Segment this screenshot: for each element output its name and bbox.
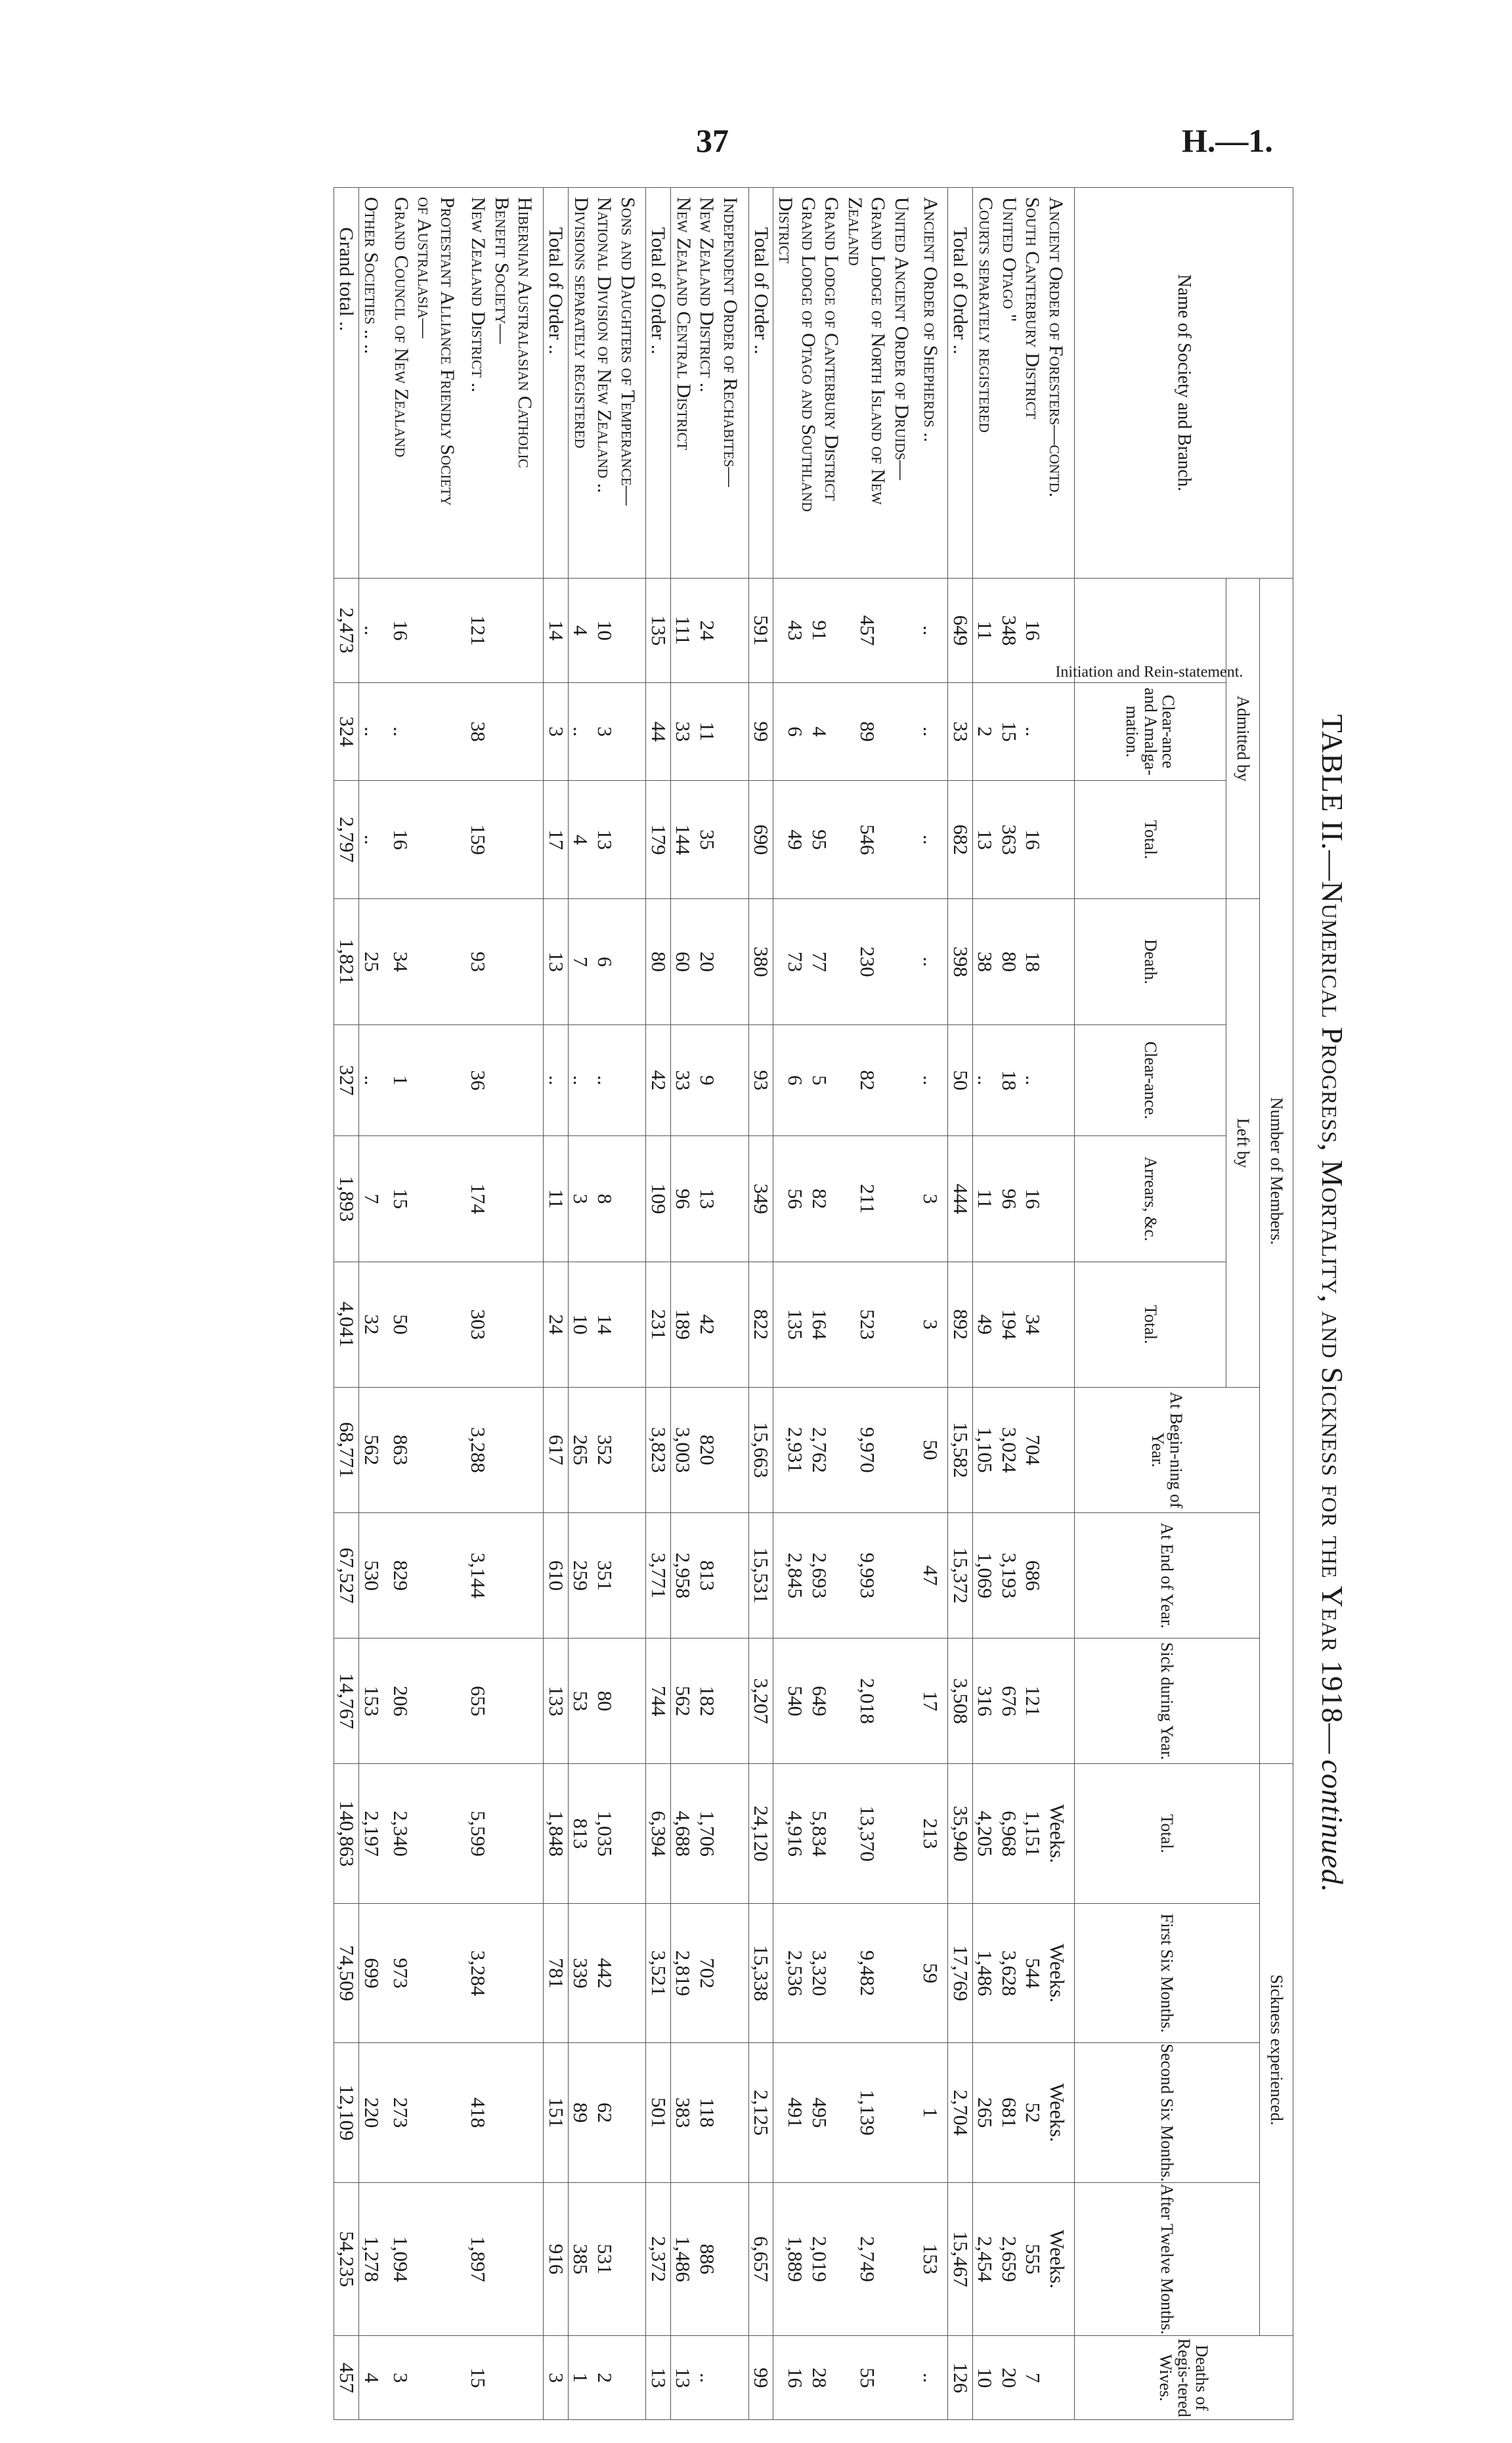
- cell: 121: [465, 578, 543, 682]
- cell: 352 265: [568, 1387, 646, 1512]
- cell: 501: [646, 2043, 671, 2182]
- cell: 13 96: [670, 1136, 748, 1262]
- cell: 99: [748, 683, 773, 781]
- cell: 47: [918, 1512, 948, 1638]
- row-name: Hibernian Australasian Catholic Benefit Society— New Zealand District ..: [465, 188, 543, 579]
- cell: 3,508: [948, 1639, 973, 1764]
- cell: ..: [543, 1024, 568, 1136]
- cell: 220: [358, 2043, 388, 2182]
- table-row-total: [948, 188, 973, 2420]
- cell: 179: [646, 780, 671, 899]
- table-row: [972, 188, 1074, 2420]
- cell: 886 1,486: [670, 2182, 748, 2336]
- cell: 8 3: [568, 1136, 646, 1262]
- statistics-table: [334, 187, 1293, 2420]
- row-name: Sons and Daughters of Temperance— National Division of New Zealand .. Divisions separately registered: [568, 188, 646, 579]
- cell: 14 10: [568, 1262, 646, 1387]
- cell: 2,473: [334, 578, 359, 682]
- row-name: Total of Order ..: [543, 188, 568, 579]
- cell: ..: [918, 683, 948, 781]
- cell: 3,284: [465, 1903, 543, 2042]
- row-name: Independent Order of Rechabites— New Zealand District .. New Zealand Central District: [670, 188, 748, 579]
- cell: 206: [389, 1639, 466, 1764]
- cell: 457 91 43: [773, 578, 918, 682]
- cell: 16: [389, 780, 466, 899]
- cell: 34: [389, 899, 466, 1024]
- cell: 2 1: [568, 2336, 646, 2420]
- cell: 211 82 56: [773, 1136, 918, 1262]
- table-row: [568, 188, 646, 2420]
- cell: 7: [358, 1136, 388, 1262]
- row-name: Grand total ..: [334, 188, 359, 579]
- cell: 93: [748, 1024, 773, 1136]
- cell: 24,120: [748, 1764, 773, 1903]
- cell: 327: [334, 1024, 359, 1136]
- cell: 704 3,024 1,105: [972, 1387, 1074, 1512]
- cell: 3,823: [646, 1387, 671, 1512]
- cell: 15: [465, 2336, 543, 2420]
- cell: 303: [465, 1262, 543, 1387]
- header-left-by: Left by: [1226, 899, 1260, 1387]
- cell: 50: [389, 1262, 466, 1387]
- cell: 3: [389, 2336, 466, 2420]
- cell: 457: [334, 2336, 359, 2420]
- cell: 649: [948, 578, 973, 682]
- cell: 273: [389, 2043, 466, 2182]
- cell: 74,509: [334, 1903, 359, 2042]
- cell: Weeks. 1,151 6,968 4,205: [972, 1764, 1074, 1903]
- cell: 973: [389, 1903, 466, 2042]
- cell: 68,771: [334, 1387, 359, 1512]
- header-left-total: Total.: [1075, 1262, 1226, 1387]
- cell: 55 28 16: [773, 2336, 918, 2420]
- cell: 24: [543, 1262, 568, 1387]
- cell: 655: [465, 1639, 543, 1764]
- table-row: [389, 188, 466, 2420]
- cell: 1,848: [543, 1764, 568, 1903]
- cell: 18 80 38: [972, 899, 1074, 1024]
- table-row: [465, 188, 543, 2420]
- header-initiation-text: Initiation and Rein-statement.: [1055, 663, 1243, 681]
- table-row-total: [646, 188, 671, 2420]
- cell: 35 144: [670, 780, 748, 899]
- page-number: 37: [696, 122, 729, 159]
- cell: 2,340: [389, 1764, 466, 1903]
- cell: 380: [748, 899, 773, 1024]
- cell: 62 89: [568, 2043, 646, 2182]
- header-number-of-members: Number of Members.: [1260, 578, 1293, 1764]
- cell: 89 4 6: [773, 683, 918, 781]
- row-name: Total of Order ..: [646, 188, 671, 579]
- cell: 16 363 13: [972, 780, 1074, 899]
- cell: 1,706 4,688: [670, 1764, 748, 1903]
- cell: ..: [358, 683, 388, 781]
- row-name: Other Societies .. ..: [358, 188, 388, 579]
- cell: 5,599: [465, 1764, 543, 1903]
- table-row-total: [748, 188, 773, 2420]
- cell: 153: [358, 1639, 388, 1764]
- header-sickness-experienced: Sickness experienced.: [1260, 1764, 1293, 2336]
- cell: 33: [948, 683, 973, 781]
- cell: 781: [543, 1903, 568, 2042]
- cell: 15,338: [748, 1903, 773, 2042]
- cell: 3: [918, 1136, 948, 1262]
- cell: 16: [389, 578, 466, 682]
- cell: 151: [543, 2043, 568, 2182]
- cell: 351 259: [568, 1512, 646, 1638]
- cell: 2,018 649 540: [773, 1639, 918, 1764]
- cell: 135: [646, 578, 671, 682]
- cell: 16 96 11: [972, 1136, 1074, 1262]
- cell: Weeks. 555 2,659 2,454: [972, 2182, 1074, 2336]
- header-second-six: Second Six Months.: [1075, 2043, 1260, 2182]
- table-title-continued: continued.: [1316, 1759, 1350, 1893]
- cell: 15,467: [948, 2182, 973, 2336]
- cell: Weeks. 544 3,628 1,486: [972, 1903, 1074, 2042]
- header-society-name: Name of Society and Branch.: [1075, 188, 1293, 579]
- cell: 14,767: [334, 1639, 359, 1764]
- cell: 1,897: [465, 2182, 543, 2336]
- cell: 702 2,819: [670, 1903, 748, 2042]
- cell: 4,041: [334, 1262, 359, 1387]
- header-death: Death.: [1075, 899, 1226, 1024]
- cell: 892: [948, 1262, 973, 1387]
- cell: 9,970 2,762 2,931: [773, 1387, 918, 1512]
- table-row-grand-total: [334, 188, 359, 2420]
- header-sick-total: Total.: [1075, 1764, 1260, 1903]
- cell: 1,893: [334, 1136, 359, 1262]
- cell: 10 4: [568, 578, 646, 682]
- cell: 3: [543, 683, 568, 781]
- table-row: [670, 188, 748, 2420]
- cell: 546 95 49: [773, 780, 918, 899]
- cell: 80 53: [568, 1639, 646, 1764]
- header-initiation: [1055, 578, 1243, 682]
- cell: 3,207: [748, 1639, 773, 1764]
- cell: 2,797: [334, 780, 359, 899]
- cell: 442 339: [568, 1903, 646, 2042]
- cell: 44: [646, 683, 671, 781]
- cell: 15: [389, 1136, 466, 1262]
- cell: .. 15 2: [972, 683, 1074, 781]
- cell: 1,821: [334, 899, 359, 1024]
- cell: 59: [918, 1903, 948, 2042]
- header-admitted-total: Total.: [1075, 780, 1226, 899]
- header-sick-during: Sick during Year.: [1075, 1639, 1260, 1764]
- cell: 690: [748, 780, 773, 899]
- cell: .. ..: [568, 1024, 646, 1136]
- cell: 398: [948, 899, 973, 1024]
- cell: 1,139 495 491: [773, 2043, 918, 2182]
- cell: 813 2,958: [670, 1512, 748, 1638]
- cell: 32: [358, 1262, 388, 1387]
- cell: 17: [543, 780, 568, 899]
- cell: ..: [918, 1024, 948, 1136]
- row-name: Protestant Alliance Friendly Society of Australasia— Grand Council of New Zealand: [389, 188, 466, 579]
- cell: 34 194 49: [972, 1262, 1074, 1387]
- cell: 530: [358, 1512, 388, 1638]
- header-deaths-wives: Deaths of Regis-tered Wives.: [1075, 2336, 1293, 2420]
- cell: 121 676 316: [972, 1639, 1074, 1764]
- cell: 610: [543, 1512, 568, 1638]
- cell: 829: [389, 1512, 466, 1638]
- cell: 231: [646, 1262, 671, 1387]
- cell: 15,372: [948, 1512, 973, 1638]
- cell: 17,769: [948, 1903, 973, 2042]
- row-name: Ancient Order of Foresters—contd. South Canterbury District United Otago " Courts separately registered: [972, 188, 1074, 579]
- cell: ..: [358, 1024, 388, 1136]
- cell: 153: [918, 2182, 948, 2336]
- cell: 3: [543, 2336, 568, 2420]
- rotated-table-block: [105, 187, 1366, 2420]
- cell: 17: [918, 1639, 948, 1764]
- table-title-text: TABLE II.—Numerical Progress, Mortality, and Sickness for the Year 1918—: [1316, 714, 1350, 1755]
- cell: 7 20 10: [972, 2336, 1074, 2420]
- table-row: [918, 188, 948, 2420]
- cell: 9,993 2,693 2,845: [773, 1512, 918, 1638]
- cell: 13: [646, 2336, 671, 2420]
- cell: 1,035 813: [568, 1764, 646, 1903]
- cell: 916: [543, 2182, 568, 2336]
- cell: 20 60: [670, 899, 748, 1024]
- cell: .. 13: [670, 2336, 748, 2420]
- header-clearance: Clear-ance.: [1075, 1024, 1226, 1136]
- cell: 140,863: [334, 1764, 359, 1903]
- cell: 118 383: [670, 2043, 748, 2182]
- cell: 682: [948, 780, 973, 899]
- cell: 2,197: [358, 1764, 388, 1903]
- header-at-end: At End of Year.: [1075, 1512, 1260, 1638]
- cell: ..: [918, 780, 948, 899]
- cell: 174: [465, 1136, 543, 1262]
- cell: 24 111: [670, 578, 748, 682]
- cell: ..: [918, 899, 948, 1024]
- cell: 3,144: [465, 1512, 543, 1638]
- row-name: Total of Order ..: [948, 188, 973, 579]
- cell: 699: [358, 1903, 388, 2042]
- cell: 4: [358, 2336, 388, 2420]
- cell: 523 164 135: [773, 1262, 918, 1387]
- cell: 12,109: [334, 2043, 359, 2182]
- header-admitted-by: Admitted by: [1226, 578, 1260, 899]
- cell: 2,749 2,019 1,889: [773, 2182, 918, 2336]
- cell: 6 7: [568, 899, 646, 1024]
- cell: 99: [748, 2336, 773, 2420]
- header-arrears: Arrears, &c.: [1075, 1136, 1226, 1262]
- cell: 82 5 6: [773, 1024, 918, 1136]
- cell: 159: [465, 780, 543, 899]
- cell: 2,125: [748, 2043, 773, 2182]
- cell: 686 3,193 1,069: [972, 1512, 1074, 1638]
- header-after-twelve: After Twelve Months.: [1075, 2182, 1260, 2336]
- cell: 80: [646, 899, 671, 1024]
- row-name: Total of Order ..: [748, 188, 773, 579]
- cell: 324: [334, 683, 359, 781]
- cell: 1: [918, 2043, 948, 2182]
- cell: 126: [948, 2336, 973, 2420]
- cell: 93: [465, 899, 543, 1024]
- cell: 444: [948, 1136, 973, 1262]
- cell: 3: [918, 1262, 948, 1387]
- cell: ..: [358, 780, 388, 899]
- cell: 13 4: [568, 780, 646, 899]
- cell: 2,372: [646, 2182, 671, 2336]
- cell: 531 385: [568, 2182, 646, 2336]
- cell: 617: [543, 1387, 568, 1512]
- cell: 13: [543, 899, 568, 1024]
- cell: 54,235: [334, 2182, 359, 2336]
- cell: 1: [389, 1024, 466, 1136]
- cell: 863: [389, 1387, 466, 1512]
- cell: 1,278: [358, 2182, 388, 2336]
- cell: 16 348 11: [972, 578, 1074, 682]
- cell: 6,657: [748, 2182, 773, 2336]
- cell: 36: [465, 1024, 543, 1136]
- cell: 50: [918, 1387, 948, 1512]
- cell: 1,094: [389, 2182, 466, 2336]
- cell: 67,527: [334, 1512, 359, 1638]
- table-container: [112, 187, 1293, 2420]
- header-first-six: First Six Months.: [1075, 1903, 1260, 2042]
- cell: 3 ..: [568, 683, 646, 781]
- table-row-total: [543, 188, 568, 2420]
- cell: 25: [358, 899, 388, 1024]
- cell: ..: [389, 683, 466, 781]
- cell: Weeks. 52 681 265: [972, 2043, 1074, 2182]
- cell: 820 3,003: [670, 1387, 748, 1512]
- cell: 15,531: [748, 1512, 773, 1638]
- cell: 35,940: [948, 1764, 973, 1903]
- document-code: H.—1.: [1182, 122, 1273, 159]
- cell: 15,663: [748, 1387, 773, 1512]
- cell: .. 18 ..: [972, 1024, 1074, 1136]
- cell: 9,482 3,320 2,536: [773, 1903, 918, 2042]
- cell: 15,582: [948, 1387, 973, 1512]
- cell: 11 33: [670, 683, 748, 781]
- cell: 14: [543, 578, 568, 682]
- table-row: [773, 188, 918, 2420]
- cell: 13,370 5,834 4,916: [773, 1764, 918, 1903]
- cell: 50: [948, 1024, 973, 1136]
- table-row: [358, 188, 388, 2420]
- cell: 591: [748, 578, 773, 682]
- cell: 133: [543, 1639, 568, 1764]
- cell: 3,771: [646, 1512, 671, 1638]
- cell: 3,521: [646, 1903, 671, 2042]
- cell: 9 33: [670, 1024, 748, 1136]
- cell: 6,394: [646, 1764, 671, 1903]
- cell: 109: [646, 1136, 671, 1262]
- cell: 42 189: [670, 1262, 748, 1387]
- cell: 11: [543, 1136, 568, 1262]
- cell: ..: [918, 2336, 948, 2420]
- row-name: United Ancient Order of Druids— Grand Lodge of North Island of New Zealand Grand Lodge of Canterbury District Grand Lodge of Otago and Southland District: [773, 188, 918, 579]
- cell: 42: [646, 1024, 671, 1136]
- cell: 744: [646, 1639, 671, 1764]
- cell: ..: [358, 578, 388, 682]
- table-title: [1300, 187, 1366, 2420]
- cell: 230 77 73: [773, 899, 918, 1024]
- cell: 822: [748, 1262, 773, 1387]
- cell: 418: [465, 2043, 543, 2182]
- header-clearance-amalgamation: Clear-ance and Amalga-mation.: [1075, 683, 1226, 781]
- cell: 3,288: [465, 1387, 543, 1512]
- cell: 182 562: [670, 1639, 748, 1764]
- cell: 2,704: [948, 2043, 973, 2182]
- cell: ..: [918, 578, 948, 682]
- cell: 349: [748, 1136, 773, 1262]
- row-name: Ancient Order of Shepherds ..: [918, 188, 948, 579]
- cell: 213: [918, 1764, 948, 1903]
- cell: 38: [465, 683, 543, 781]
- header-at-beginning: At Begin-ning of Year.: [1075, 1387, 1260, 1512]
- cell: 562: [358, 1387, 388, 1512]
